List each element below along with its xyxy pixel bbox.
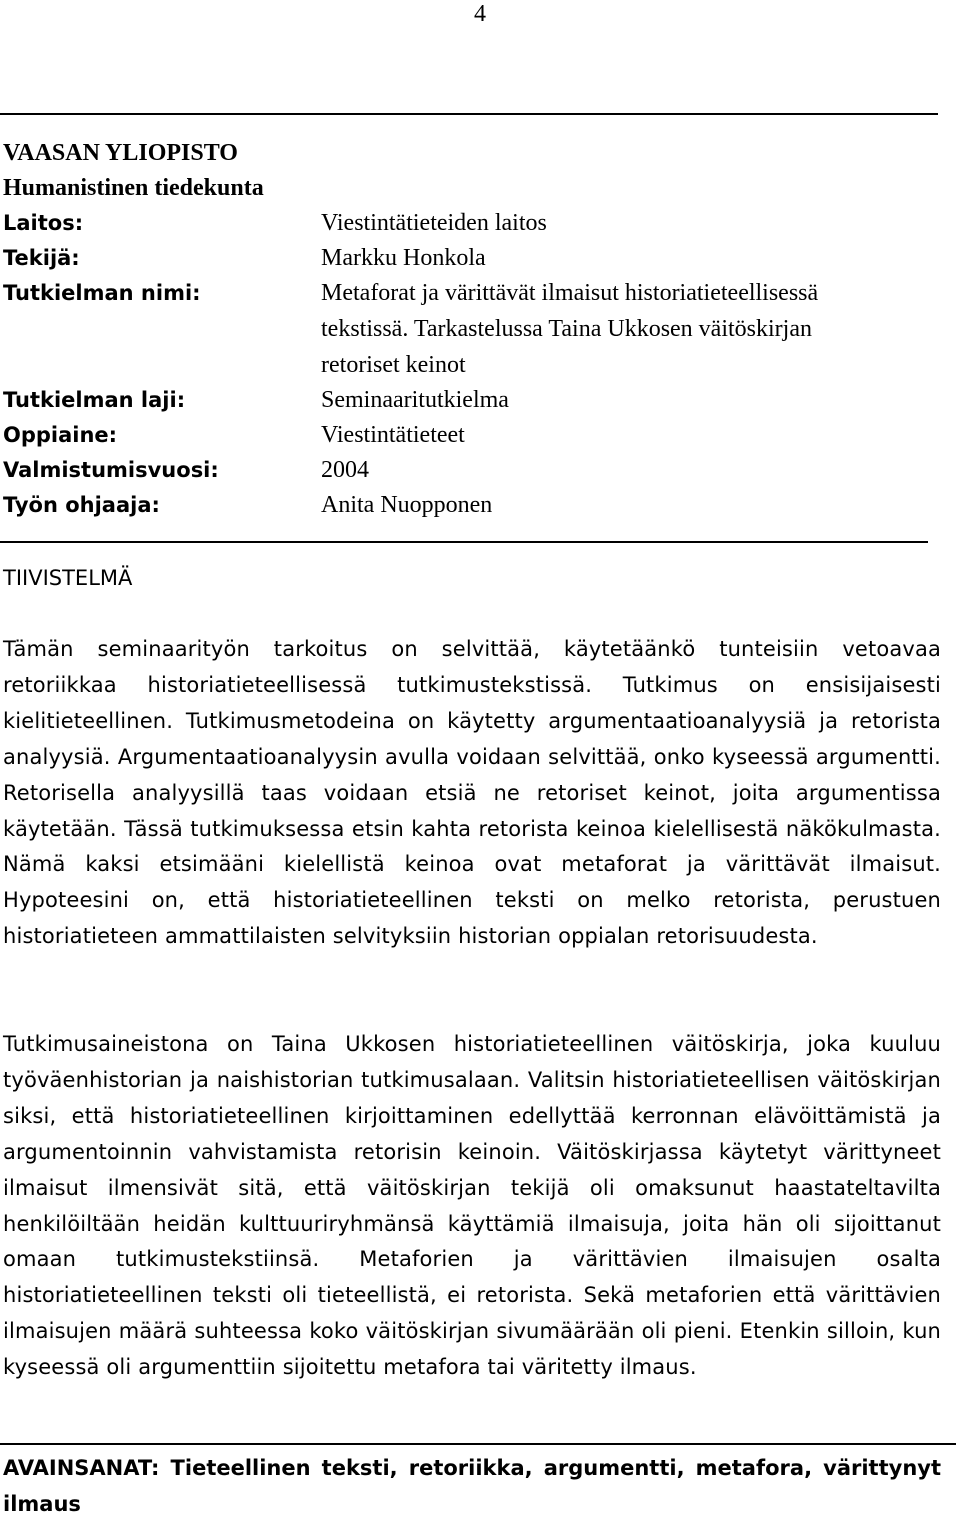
department-label: Laitos: [3, 211, 84, 235]
thesis-type-label: Tutkielman laji: [3, 388, 186, 412]
subject-label: Oppiaine: [3, 423, 118, 447]
department-row [3, 206, 943, 241]
keywords-text: Tieteellinen teksti, retoriikka, argumentti, metafora, värittynyt ilmaus [3, 1456, 941, 1516]
author-label: Tekijä: [3, 246, 80, 270]
subject-row [3, 418, 943, 453]
thesis-info-header [3, 136, 943, 523]
year-row [3, 453, 943, 488]
title-row [3, 276, 943, 311]
subject-value: Viestintätieteet [321, 422, 465, 448]
supervisor-value: Anita Nuopponen [321, 492, 493, 518]
page-number: 4 [474, 1, 486, 27]
abstract-paragraph-1: Tämän seminaarityön tarkoitus on selvittää, käytetäänkö tunteisiin vetoavaa retoriikkaa historiatieteellisessä tutkimustekstissä. Tutkimus on ensisijaisesti kielitieteellinen. Tutkimusmetodeina on käytetty argumentaatioanalyysiä ja retorista analyysiä. Argumentaatioanalyysin avulla voidaan selvittää, onko kyseessä argumentti. Retorisella analyysillä taas voidaan etsiä ne retoriset keinot, joita argumentissa käytetään. Tässä tutkimuksessa etsin kahta retorista keinoa kielellisestä näkökulmasta. Nämä kaksi etsimääni kielellistä keinoa ovat metaforat ja värittävät ilmaisut. Hypoteesini on, että historiatieteellinen teksti on melko retorista, perustuen historiatieteen ammattilaisten selvityksiin historian oppialan retorisuudesta. [3, 637, 941, 949]
thesis-type-row [3, 383, 943, 418]
keywords-divider [0, 1443, 956, 1445]
abstract-paragraph-2: Tutkimusaineistona on Taina Ukkosen historiatieteellinen väitöskirja, joka kuuluu työväenhistorian ja naishistorian tutkimusalaan. Valitsin historiatieteellisen väitöskirjan siksi, että historiatieteellinen kirjoittaminen edellyttää kerronnan elävöittämistä ja argumentoinnin vahvistamista retorisin keinoin. Väitöskirjassa käytetyt värittyneet ilmaisut ilmensivät sitä, että väitöskirjan tekijä oli omaksunut haastateltavilta henkilöiltään heidän kulttuuriryhmänsä käyttämiä ilmaisuja, joita hän oli sijoittanut omaan tutkimustekstiinsä. Metaforien ja värittävien ilmaisujen osalta historiatieteellinen teksti oli tieteellistä, ei retorista. Sekä metaforien että värittävien ilmaisujen määrä suhteessa koko väitöskirjan sivumäärään oli pieni. Etenkin silloin, kun kyseessä oli argumenttiin sijoitettu metafora tai väritetty ilmaus. [3, 1032, 941, 1380]
title-value-line2: tekstissä. Tarkastelussa Taina Ukkosen väitöskirjan [321, 316, 812, 342]
author-row [3, 241, 943, 276]
title-label: Tutkielman nimi: [3, 281, 201, 305]
title-value-line3: retoriset keinot [321, 352, 466, 378]
department-value: Viestintätieteiden laitos [321, 210, 547, 236]
keywords-label: AVAINSANAT: [3, 1456, 160, 1480]
author-value: Markku Honkola [321, 245, 486, 271]
header-divider [0, 541, 928, 543]
university-name: VAASAN YLIOPISTO [3, 140, 238, 166]
abstract-heading: TIIVISTELMÄ [3, 566, 133, 590]
year-value: 2004 [321, 457, 369, 483]
title-value-line1: Metaforat ja värittävät ilmaisut historiatieteellisessä [321, 280, 819, 306]
supervisor-row [3, 488, 943, 523]
top-divider [0, 113, 938, 115]
thesis-type-value: Seminaaritutkielma [321, 387, 509, 413]
year-label: Valmistumisvuosi: [3, 458, 219, 482]
faculty-name: Humanistinen tiedekunta [3, 175, 264, 201]
keywords-block [3, 1450, 941, 1522]
supervisor-label: Työn ohjaaja: [3, 493, 160, 517]
